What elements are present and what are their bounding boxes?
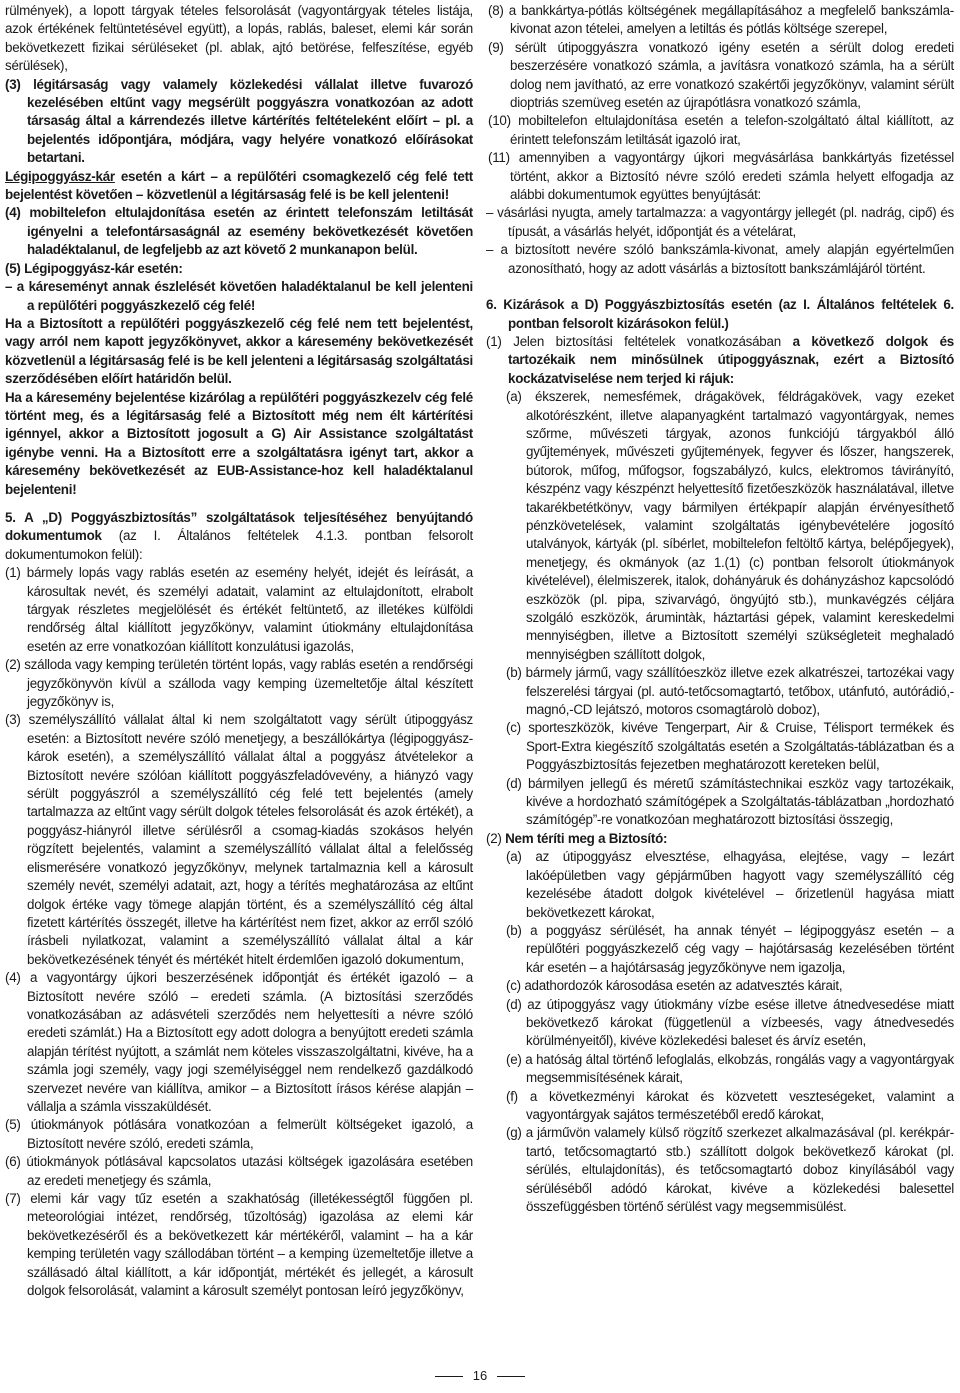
exclusion-1 — [486, 333, 954, 388]
list-item-3: (3) légitársaság vagy valamely közlekedési vállalat illetve fuvarozó kezelésében eltűnt vagy megsérült poggyászra vonatkozóan az adott társaság által a kárrendezés illetve kártérítés feltételeként előírt – pl. a bejelentés időpontjára, módjára, vagy helyére vonatkozó előírásokat betartani. — [5, 76, 473, 166]
right-column — [486, 2, 954, 1216]
exclusion-1d: (d) bármilyen jellegű és méretű számítástechnikai eszköz vagy tartozékaik, kivéve a hordozható számítógépek a Szolgáltatás-táblázatban „hordozható számítógép”-re vonatkozóan meghatározott biztosítási összegig, — [506, 775, 954, 828]
doc-item-2: (2) szálloda vagy kemping területén történt lopás, vagy rablás esetén a rendőrségi jegyzőkönyvön kívül a szálloda vagy kemping üzemeltetője által készített jegyzőkönyv is, — [5, 657, 473, 710]
doc-item-11: (11) amennyiben a vagyontárgy újkori megvásárlása bankkártyás fizetéssel történt, akkor a Biztosító névre szóló eredeti számla helyett elfogadja az alábbi dokumentumok együttes benyújtását: — [488, 150, 954, 203]
exclusion-2f: (f) a következményi károkat és közvetett veszteségeket, valamint a vagyontárgyak sajátos természetéből eredő károkat, — [506, 1088, 954, 1122]
doc-item-3: (3) személyszállító vállalat által ki nem szolgáltatott vagy sérült útipoggyász esetén: a Biztosított nevére szóló menetjegy, a beszállókártya (légipoggyász-károk esetén), a személyszállító vállalat által a poggyász átvételekor a Biztosított nevére szólóan kiállított poggyászfeladóvevény, a hiányzó vagy sérült poggyászról a személyszállító cég felé tett bejelentés (amely tartalmazza az eltűnt vagy sérült dolgok tételes felsorolását és azok értékét), a poggyász-hiányról illetve sérülésről a csomag-kiadás szokásos helyén rögzített bejelentés, valamint a személyszállító vállalat által a felelősség elismerésére vonatkozó jegyzőkönyv, melynek tartalmaznia kell a károsult személy nevét, személyi adatait, azt, hogy a térítés meghatározása az eltűnt dolgok értéke vagy tömege alapján történt, és a személyszállító cég által fizetett kártérítés összegét, illetve ha kártérítést nem fizet, akkor az erről szóló írásbeli nyilatkozat, valamint a személyszállító vállalat által a kár bekövetkezésének tényét és mértékét hitelt érdemlően igazoló dokumentum, — [5, 712, 473, 967]
paragraph-continued-list: rülmények), a lopott tárgyak tételes felsorolását (vagyontárgyak tételes listája, azok értékének feltüntetésével együtt), a lopás, rablás, baleset, elemi kár során bekövetkezett fizikai sérüléseket (pl. ablak, ajtó betörése, felfeszítése, egyéb sérülések), — [5, 3, 473, 74]
paragraph-air-assistance: Ha a káresemény bejelentése kizárólag a repülőtéri poggyászkezelv cég felé történt meg, és a légitársaság felé a Biztosított még nem élt kártérítési igénnyel, akkor a Biztosított jogosult a G) Air Assistance szolgáltatást igénybe venni. Ha a Biztosított erre a szolgáltatásra igényt tart, akkor a káresemény bekövetkezését az EUB-Assistance-hoz kell haladéktalanul bejelenteni! — [5, 389, 473, 497]
dash-item-receipt: – vásárlási nyugta, amely tartalmazza: a vagyontárgy jellegét (pl. nadrág, cipő) és típusát, a vásárlás helyét, időpontját és a vételárat, — [486, 205, 954, 239]
footer-dash-left — [435, 1376, 463, 1377]
list-item-4: (4) mobiltelefon eltulajdonítása esetén az érintett telefonszám letiltását igényelni a telefontársaságnál az esemény bekövetkezését követően haladéktalanul, de legfeljebb az azt követő 2 munkanapon belül. — [5, 205, 473, 258]
list-item-5: (5) Légipoggyász-kár esetén: — [5, 260, 183, 276]
footer-dash-right — [497, 1376, 525, 1377]
doc-item-5: (5) útiokmányok pótlására vonatkozóan a felmerült költségeket igazoló, a Biztosított nevére szóló, eredeti számla, — [5, 1117, 473, 1151]
doc-item-4: (4) a vagyontárgy újkori beszerzésének időpontját és értékét igazoló – a Biztosított nevére szóló – eredeti számla. (A biztosítási szerződés vonatkozásában az adásvételi szerződés nem helyettesíti a névre szóló eredeti számlát.) Ha a Biztosított egy adott dologra a benyújtott eredeti számla alapján térítést nyújtott, a számlát nem köteles visszaszolgáltatni, kivéve, ha a számla jogi személy, vagy jogi személyiséggel nem rendelkező gazdálkodó szervezet nevére van kiállítva, amikor – a Biztosított írásos kérése alapján – vállalja a számla visszaküldését. — [5, 970, 473, 1114]
exclusion-2b: (b) a poggyász sérülését, ha annak tényét – légipoggyász esetén – a repülőtéri poggyászkezelő cég vagy – hajótársaság kezelésében történt kár esetén – a hajótársaság jegyzőkönyve nem igazolja, — [506, 922, 954, 975]
doc-item-10: (10) mobiltelefon eltulajdonítása esetén a telefon-szolgáltató által kiállított, az érintett telefonszám letiltását igazoló irat, — [488, 113, 954, 147]
doc-item-6: (6) útiokmányok pótlásával kapcsolatos utazási költségek igazolására esetében az eredeti menetjegy és számla, — [5, 1154, 473, 1188]
doc-item-9: (9) sérült útipoggyászra vonatkozó igény esetén a sérült dolog eredeti beszerzésére vonatkozó számla, a javításra vonatkozó számla, ha a sérült dolog nem javítható, az erre vonatkozó szakértői jegyzőkönyv, valamint sérült dioptriás szemüveg esetén az újrapótlásra vonatkozó számla, — [488, 39, 954, 111]
doc-item-7: (7) elemi kár vagy tűz esetén a szakhatóság (illetékességtől függően pl. meteorológiai intézet, rendőrség, tűzoltóság) igazolása az elemi kár bekövetkezéséről és a bekövetkezett kár mértékéről, valamint – ha a kár kemping területén vagy szállodában történt – a kemping üzemeltetője illetve a szállásadó által kiállított, a kár időpontját, mértékét és jellegét, a károsult dolgok felsorolását, valamint a károsult személyt pontosan leíró jegyzőkönyv, — [5, 1191, 473, 1299]
exclusion-1-intro: (1) Jelen biztosítási feltételek vonatkozásában — [486, 333, 793, 349]
section-6-heading: 6. Kizárások a D) Poggyászbiztosítás esetén (az I. Általános feltételek 6. pontban felsorolt kizárásokon felül.) — [486, 297, 954, 331]
dash-item: – a káreseményt annak észlelését követően haladéktalanul be kell jelenteni a repülőtéri poggyászkezelő cég felé! — [5, 279, 473, 313]
exclusion-2g: (g) a járművön valamely külső rögzítő szerkezet alkalmazásával (pl. kerékpár-tartó, tetőcsomagtartó stb.) szállított dolgok bekövetkező károkat (pl. sérülés, eltulajdonítás), és tetőcsomagtartó doboz kinyílásából vagy sérüléséből adódó károkat, kivéve a közlekedési balesettel összefüggésben történő sérülést vagy megsemmisülést. — [506, 1125, 954, 1214]
left-column — [5, 2, 473, 1300]
exclusion-1c: (c) sporteszközök, kivéve Tengerpart, Air & Cruise, Télisport termékek és Sport-Extra kiegészítő szolgáltatás esetén a Szolgáltatás-táblázatban és a Poggyászbiztosítás fejezetben meghatározott kereteken belül, — [506, 720, 954, 773]
page-number: 16 — [472, 1368, 488, 1383]
exclusion-2e: (e) a hatóság által történő lefoglalás, elkobzás, rongálás vagy a vagyontárgyak megsemmisítésének kárait, — [506, 1051, 954, 1086]
section-5-heading — [5, 509, 473, 564]
exclusion-2c: (c) adathordozók károsodása esetén az adatvesztés kárait, — [506, 978, 843, 994]
section-5-subtitle: (az I. Általános feltételek 4.1.3. pontban felsorolt dokumentumokon felül): — [5, 528, 473, 562]
exclusion-1a: (a) ékszerek, nemesfémek, drágakövek, féldrágakövek, vagy ezeket alkotórészként, illetve alapanyagként tartalmazó vagyontárgyak, nemes szőrme, művészeti tárgyak, azonos funkciójú tárgyakból álló gyűjtemények, művészeti gyűjtemények, fegyver és lőszer, hangszerek, bútorok, műfog, műfogsor, fogszabályzó, kulcs, elektromos távirányító, készpénz vagy készpénzt helyettesítő fizetőeszközök használatával, illetve takarékbetétkönyv, vagy bármilyen értékpapír alapján érvényesíthető pénzkövetelések, valamint szolgáltatás igénybevételére jogosító utalványok, kártyák (pl. síbérlet, mobiltelefon feltöltő kártya, belépőjegyek), menetjegy, és okmányok (az 1.(1) (c) pontban felsorolt útiokmányok kivételével), élelmiszerek, italok, dohányáruk és dohányzáshoz kapcsolódó eszközök (pl. pipa, szivarvágó, öngyújtó stb.), munkavégzés céljára szolgáló eszközök, árumintàk, háztartási gépek, valamint kereskedelmi mennyiségben, illetve a Biztosított személyi szükségleteit meghaladó mennyiségben szállított dolgok, — [506, 389, 954, 662]
doc-item-8: (8) a bankkártya-pótlás költségének megállapításához a megfelelő bankszámla-kivonat azon tételei, amelyen a letiltás és pótlás költsége szerepel, — [488, 3, 954, 37]
exclusion-2-number: (2) — [486, 830, 506, 846]
page-footer — [0, 1368, 960, 1383]
air-baggage-note-text: esetén a kárt – a repülőtéri csomagkezelő cég felé tett bejelentést követően – közvetlenül a légitársaság felé is be kell jelenteni! — [5, 168, 473, 203]
exclusion-1b: (b) bármely jármű, vagy szállítóeszköz illetve ezek alkatrészei, tartozékai vagy felszerelési tárgyai (pl. autó-tetőcsomagtartó, tetőbox, utánfutó, autórádió,-magnó,-CD lejátszó, motoros csomagtárolò doboz), — [506, 665, 954, 718]
exclusion-2a: (a) az útipoggyász elvesztése, elhagyása, elejtése, vagy – lezárt lakóépületben vagy gépjárműben hagyott vagy személyszállító cég kezelésébe átadott dolgok kivételével – őrizetlenül hagyása miatt bekövetkezett károkat, — [506, 849, 954, 920]
dash-item-bank-statement: – a biztosított nevére szóló bankszámla-kivonat, amely alapján egyértelműen azonosítható, hogy az adott vásárlás a biztosított bankszámlájáról történt. — [486, 242, 954, 276]
doc-item-1: (1) bármely lopás vagy rablás esetén az esemény helyét, idejét és leírását, a károsultak nevét, és személyi adatait, valamint az eltulajdonított, elrabolt tárgyak részletes megjelölését és értékét feltüntető, az illetékes külföldi rendőrség által kiállított jegyzőkönyv, valamint útiokmány eltulajdonítása esetén az erre vonatkozóan kiállított konzulátusi igazolás, — [5, 565, 473, 654]
air-baggage-note — [5, 168, 473, 205]
paragraph-airline-report: Ha a Biztosított a repülőtéri poggyászkezelő cég felé nem tett bejelentést, vagy arról nem kapott jegyzőkönyvet, akkor a káresemény bekövetkezését közvetlenül a légitársaság felé is be kell jelenteni a légitársaság szolgáltatási szerződésében előírt határidőn belül. — [5, 315, 473, 387]
exclusion-2-title: Nem téríti meg a Biztosító: — [505, 830, 668, 846]
exclusion-2d: (d) az útipoggyász vagy útiokmány vízbe esése illetve átnedvesedése miatt bekövetkező károkat (függetlenül a vízbeesés, vagy átnedvesedés körülményeitől), kivéve közlekedési baleset és árvíz esetén, — [506, 996, 954, 1049]
exclusion-1-bold: a következő dolgok és tartozékaik nem minősülnek útipoggyásznak, ezért a Biztosító kockázatviselése nem terjed ki rájuk: — [508, 333, 955, 386]
air-baggage-term: Légipoggyász-kár — [5, 168, 115, 184]
section-5-title: 5. A „D) Poggyászbiztosítás” szolgáltatások teljesítéséhez benyújtandó dokumentumok — [5, 509, 473, 544]
exclusion-2 — [486, 830, 954, 848]
